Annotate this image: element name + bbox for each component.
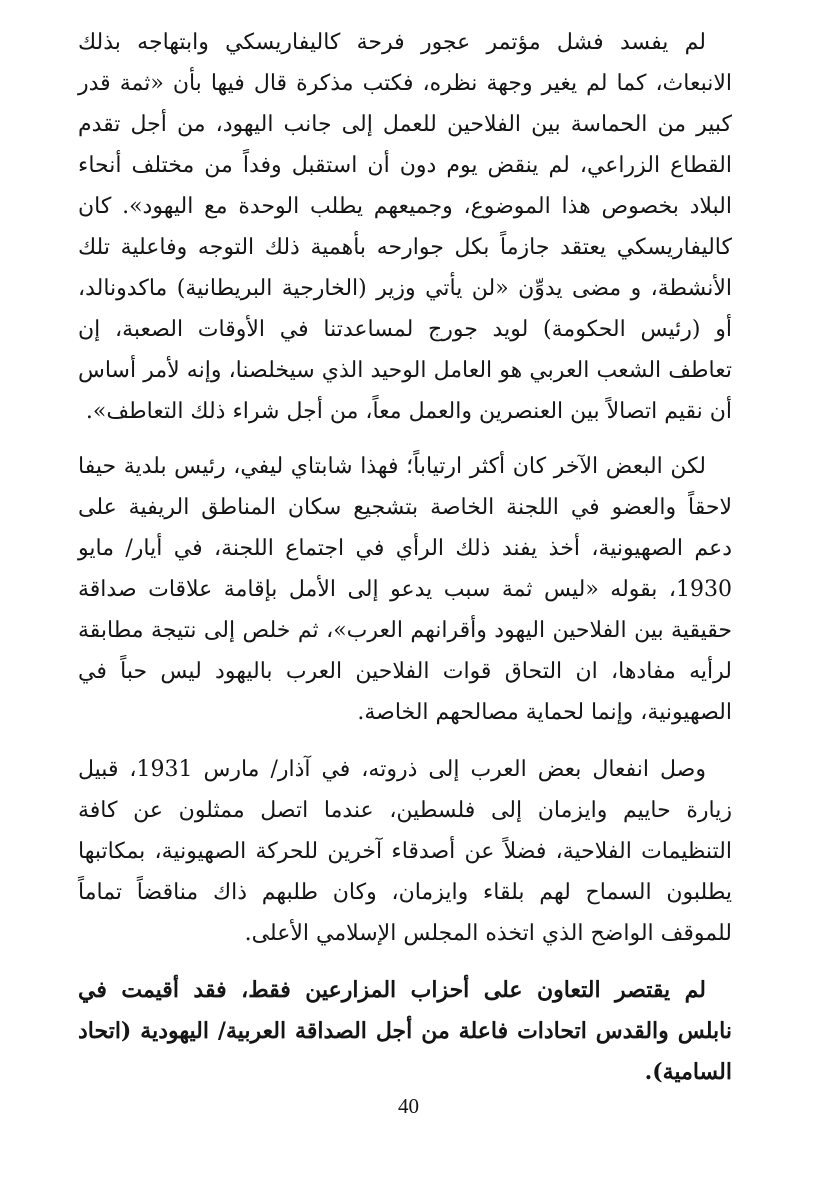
paragraph-shabtai-levy: لكن البعض الآخر كان أكثر ارتياباً؛ فهذا شابتاي ليفي، رئيس بلدية حيفا لاحقاً والعضو في اللجنة الخاصة بتشجيع سكان المناطق الريفية على دعم الصهيونية، أخذ يفند ذلك الرأي في اجتماع اللجنة، في أيار/ مايو 1930، بقوله «ليس ثمة سبب يدعو إلى الأمل بإقامة علاقات صداقة حقيقية بين الفلاحين اليهود وأقرانهم العرب»، ثم خلص إلى نتيجة مطابقة لرأيه مفادها، ان التحاق قوات الفلاحين العرب باليهود ليس حباً في الصهيونية، وإنما لحماية مصالحهم الخاصة. xyxy=(78,454,732,725)
paragraph-kalvaryski: لم يفسد فشل مؤتمر عجور فرحة كاليفاريسكي وابتهاجه بذلك الانبعاث، كما لم يغير وجهة نظره، فكتب مذكرة قال فيها بأن «ثمة قدر كبير من الحماسة بين الفلاحين للعمل إلى جانب اليهود، من أجل تقدم القطاع الزراعي، لم ينقض يوم دون أن استقبل وفداً من مختلف أنحاء البلاد بخصوص هذا الموضوع، وجميعهم يطلب الوحدة مع اليهود». كان كاليفاريسكي يعتقد جازماً بكل جوارحه بأهمية ذلك التوجه وفاعلية تلك الأنشطة، و مضى يدوِّن «لن يأتي وزير (الخارجية البريطانية) ماكدونالد، أو (رئيس الحكومة) لويد جورج لمساعدتنا في الأوقات الصعبة، إن تعاطف الشعب العربي هو العامل الوحيد الذي سيخلصنا، وإنه لأمر أساس أن نقيم اتصالاً بين العنصرين والعمل معاً، من أجل شراء ذلك التعاطف». xyxy=(78,30,732,424)
paragraph-weizmann-visit: وصل انفعال بعض العرب إلى ذروته، في آذار/ مارس 1931، قبيل زيارة حاييم وايزمان إلى فلسطين، عندما اتصل ممثلون عن كافة التنظيمات الفلاحية، فضلاً عن أصدقاء آخرين للحركة الصهيونية، بمكاتبها يطلبون السماح لهم بلقاء وايزمان، وكان طلبهم ذاك مناقضاً تماماً للموقف الواضح الذي اتخذه المجلس الإسلامي الأعلى. xyxy=(78,757,732,946)
paragraph-unions: لم يقتصر التعاون على أحزاب المزارعين فقط، فقد أقيمت في نابلس والقدس اتحادات فاعلة من أجل الصداقة العربية/ اليهودية (اتحاد السامية). xyxy=(78,977,732,1085)
page-body xyxy=(78,22,732,1111)
page-number: 40 xyxy=(398,1094,419,1118)
